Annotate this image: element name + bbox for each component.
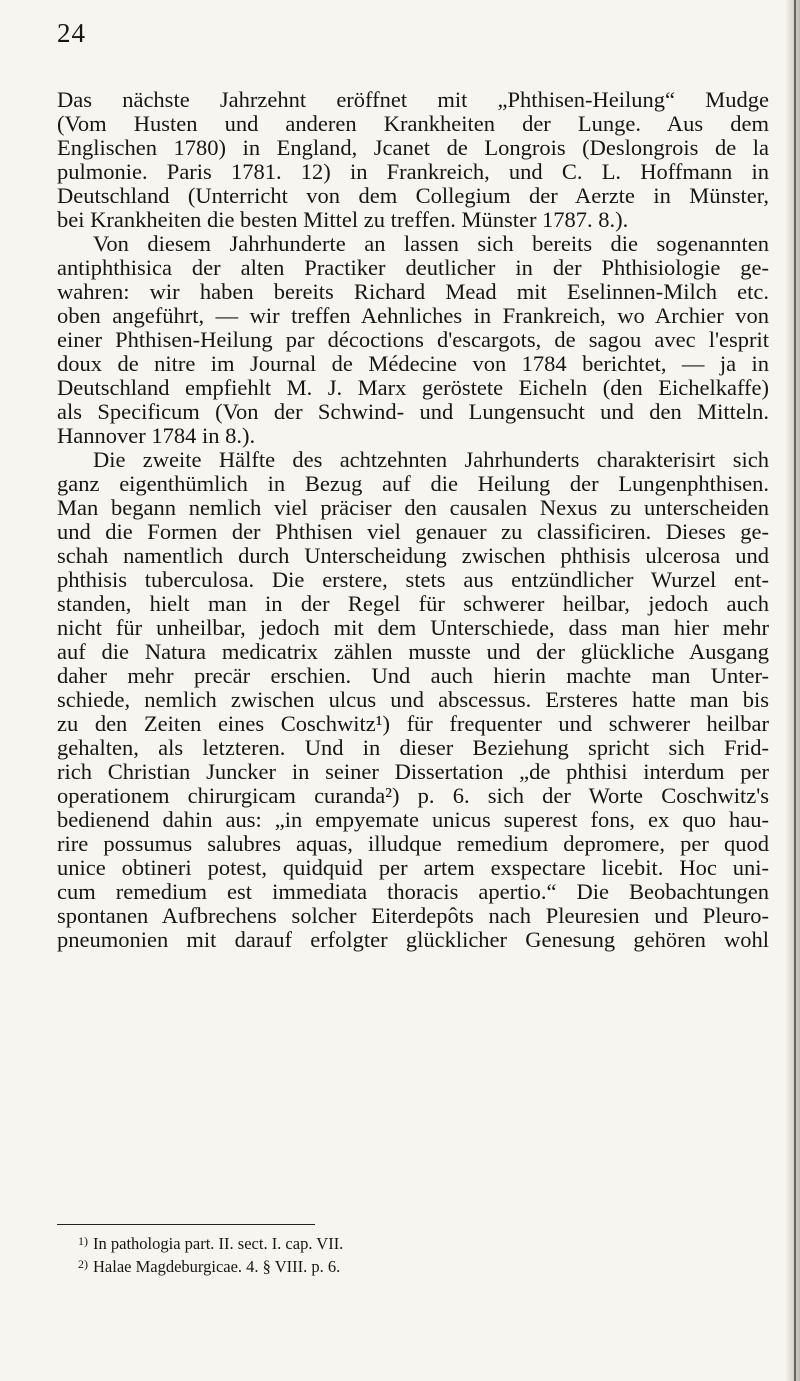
text-line: rich Christian Juncker in seiner Dissertation „de phthisi interdum per (57, 759, 769, 784)
footnote (78, 1231, 343, 1254)
text-line: schah namentlich durch Unterscheidung zwischen phthisis ulcerosa und (57, 543, 769, 568)
text-line: pulmonie. Paris 1781. 12) in Frankreich, und C. L. Hoffmann in (57, 159, 769, 184)
text-line: zu den Zeiten eines Coschwitz¹) für frequenter und schwerer heilbar (57, 711, 769, 736)
text-line: oben angeführt, — wir treffen Aehnliches in Frankreich, wo Archier von (57, 303, 769, 328)
text-line: phthisis tuberculosa. Die erstere, stets aus entzündlicher Wurzel ent- (57, 567, 769, 592)
text-line: Deutschland empfiehlt M. J. Marx geröstete Eicheln (den Eichelkaffe) (57, 375, 769, 400)
footnotes (78, 1231, 343, 1277)
text-line: Von diesem Jahrhunderte an lassen sich bereits die sogenannten (93, 231, 769, 256)
text-line: doux de nitre im Journal de Médecine von 1784 berichtet, — ja in (57, 351, 769, 376)
text-line: gehalten, als letzteren. Und in dieser Beziehung spricht sich Frid- (57, 735, 769, 760)
text-line: einer Phthisen-Heilung par décoctions d'escargots, de sagou avec l'esprit (57, 327, 769, 352)
text-line: standen, hielt man in der Regel für schwerer heilbar, jedoch auch (57, 591, 769, 616)
text-line: Deutschland (Unterricht von dem Collegium der Aerzte in Münster, (57, 183, 769, 208)
text-line: nicht für unheilbar, jedoch mit dem Unterschiede, dass man hier mehr (57, 615, 769, 640)
text-line: unice obtineri potest, quidquid per artem exspectare licebit. Hoc uni- (57, 855, 769, 880)
text-line: Die zweite Hälfte des achtzehnten Jahrhunderts charakterisirt sich (93, 447, 769, 472)
text-line: daher mehr precär erschien. Und auch hierin machte man Unter- (57, 663, 769, 688)
footnote-mark: 2) (78, 1257, 88, 1271)
footnote-text: In pathologia part. II. sect. I. cap. VII. (93, 1234, 344, 1253)
text-line: antiphthisica der alten Practiker deutlicher in der Phthisiologie ge- (57, 255, 769, 280)
text-line: Hannover 1784 in 8.). (57, 423, 256, 448)
text-line: wahren: wir haben bereits Richard Mead mit Eselinnen-Milch etc. (57, 279, 769, 304)
text-line: ganz eigenthümlich in Bezug auf die Heilung der Lungenphthisen. (57, 471, 769, 496)
text-line: pneumonien mit darauf erfolgter glücklicher Genesung gehören wohl (57, 927, 769, 952)
text-line: und die Formen der Phthisen viel genauer zu classificiren. Dieses ge- (57, 519, 769, 544)
text-line: Das nächste Jahrzehnt eröffnet mit „Phthisen-Heilung“ Mudge (57, 87, 769, 112)
text-line: operationem chirurgicam curanda²) p. 6. sich der Worte Coschwitz's (57, 783, 769, 808)
footnote-text: Halae Magdeburgicae. 4. § VIII. p. 6. (93, 1257, 341, 1276)
body-text (57, 88, 769, 952)
text-line: Man begann nemlich viel präciser den causalen Nexus zu unterscheiden (57, 495, 769, 520)
text-line: als Specificum (Von der Schwind- und Lungensucht und den Mitteln. (57, 399, 769, 424)
footnote-mark: 1) (78, 1234, 88, 1248)
footnote (78, 1254, 343, 1277)
text-line: cum remedium est immediata thoracis apertio.“ Die Beobachtungen (57, 879, 769, 904)
text-line: (Vom Husten und anderen Krankheiten der Lunge. Aus dem (57, 111, 769, 136)
text-line: bei Krankheiten die besten Mittel zu treffen. Münster 1787. 8.). (57, 207, 629, 232)
text-line: bedienend dahin aus: „in empyemate unicus superest fons, ex quo hau- (57, 807, 769, 832)
text-line: spontanen Aufbrechens solcher Eiterdepôts nach Pleuresien und Pleuro- (57, 903, 769, 928)
text-line: rire possumus salubres aquas, illudque remedium depromere, per quod (57, 831, 769, 856)
page-number: 24 (57, 18, 86, 48)
footnote-rule (57, 1224, 315, 1225)
binding-shadow (794, 0, 796, 1381)
text-line: auf die Natura medicatrix zählen musste und der glückliche Ausgang (57, 639, 769, 664)
page-edge (786, 0, 800, 1381)
text-line: Englischen 1780) in England, Jcanet de Longrois (Deslongrois de la (57, 135, 769, 160)
text-line: schiede, nemlich zwischen ulcus und abscessus. Ersteres hatte man bis (57, 687, 769, 712)
